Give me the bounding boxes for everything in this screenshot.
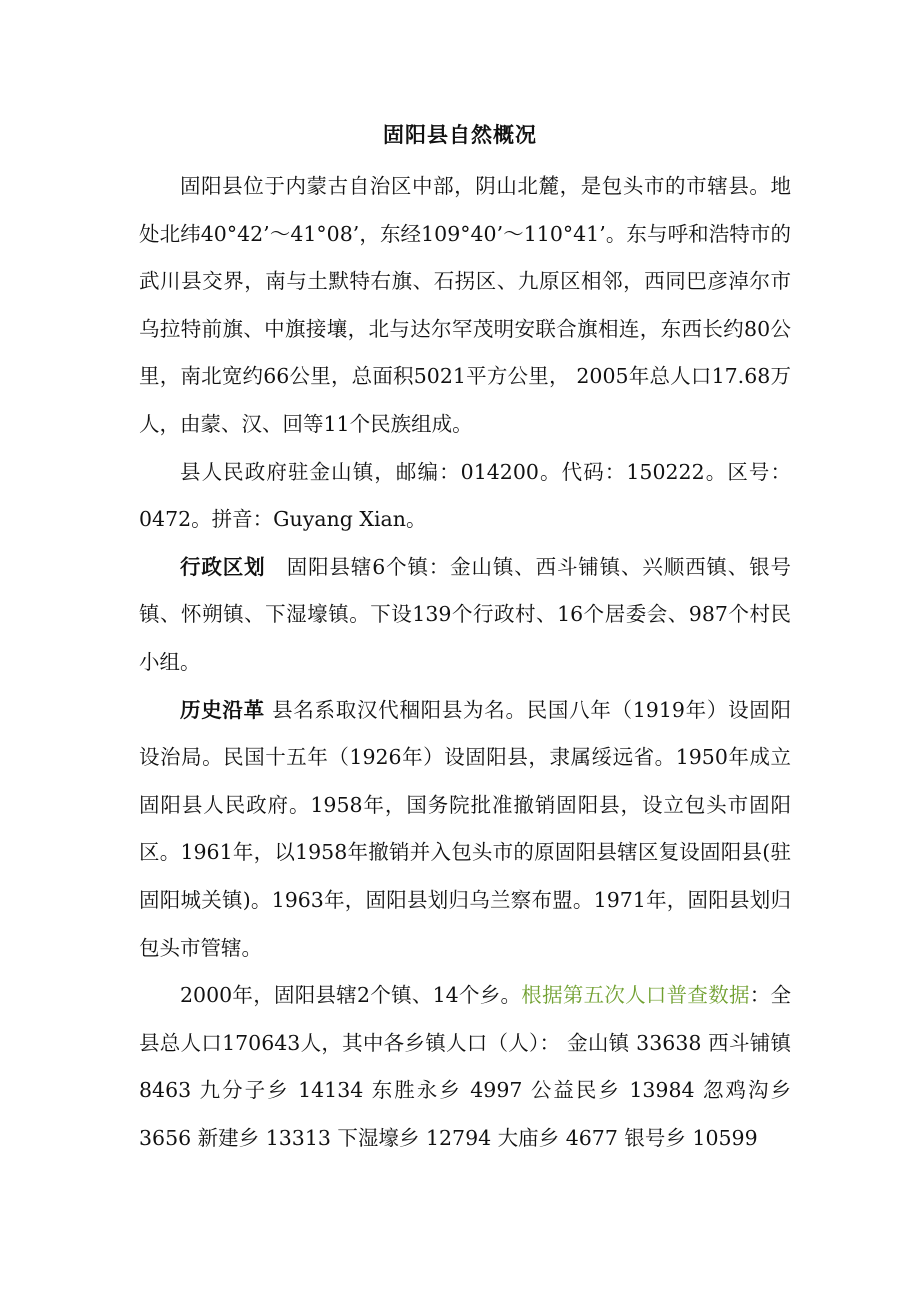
- heading-history: 历史沿革: [180, 697, 265, 722]
- paragraph-history: [139, 687, 791, 973]
- census-highlight-text: 根据第五次人口普查数据: [521, 983, 750, 1008]
- heading-administrative-division: 行政区划: [180, 554, 266, 579]
- paragraph-government-info: 县人民政府驻金山镇，邮编：014200。代码：150222。区号：0472。拼音：Guyang Xian。: [139, 459, 791, 532]
- administrative-division-text: 固阳县辖6个镇：金山镇、西斗铺镇、兴顺西镇、银号镇、怀朔镇、下湿壕镇。下设139个行政村、16个居委会、987个村民小组。: [139, 554, 791, 674]
- history-text: 县名系取汉代稒阳县为名。民国八年（1919年）设固阳设治局。民国十五年（1926年）设固阳县，隶属绥远省。1950年成立固阳县人民政府。1958年，国务院批准撤销固阳县，设立包头市固阳区。1961年，以1958年撤销并入包头市的原固阳县辖区复设固阳县(驻固阳城关镇)。1963年，固阳县划归乌兰察布盟。1971年，固阳县划归包头市管辖。: [139, 697, 792, 960]
- paragraph-overview: 固阳县位于内蒙古自治区中部，阴山北麓，是包头市的市辖县。地处北纬40°42’～41°08’，东经109°40’～110°41’。东与呼和浩特市的武川县交界，南与土默特右旗、石拐区、九原区相邻，西同巴彦淖尔市乌拉特前旗、中旗接壤，北与达尔罕茂明安联合旗相连，东西长约80公里，南北宽约66公里，总面积5021平方公里， 2005年总人口17.68万人，由蒙、汉、回等11个民族组成。: [139, 174, 791, 436]
- document-title: 固阳县自然概况: [383, 123, 537, 147]
- population-text-after: ：全县总人口170643人，其中各乡镇人口（人）： 金山镇 33638 西斗铺镇 8463 九分子乡 14134 东胜永乡 4997 公益民乡 13984 忽鸡沟乡 3656 新建乡 13313 下湿壕乡 12794 大庙乡 4677 银号乡 10599: [139, 983, 792, 1150]
- population-text-before: 2000年，固阳县辖2个镇、14个乡。: [180, 983, 522, 1008]
- document-body: [139, 163, 791, 1162]
- paragraph-population: [139, 972, 791, 1162]
- paragraph-administrative-division: [139, 544, 791, 687]
